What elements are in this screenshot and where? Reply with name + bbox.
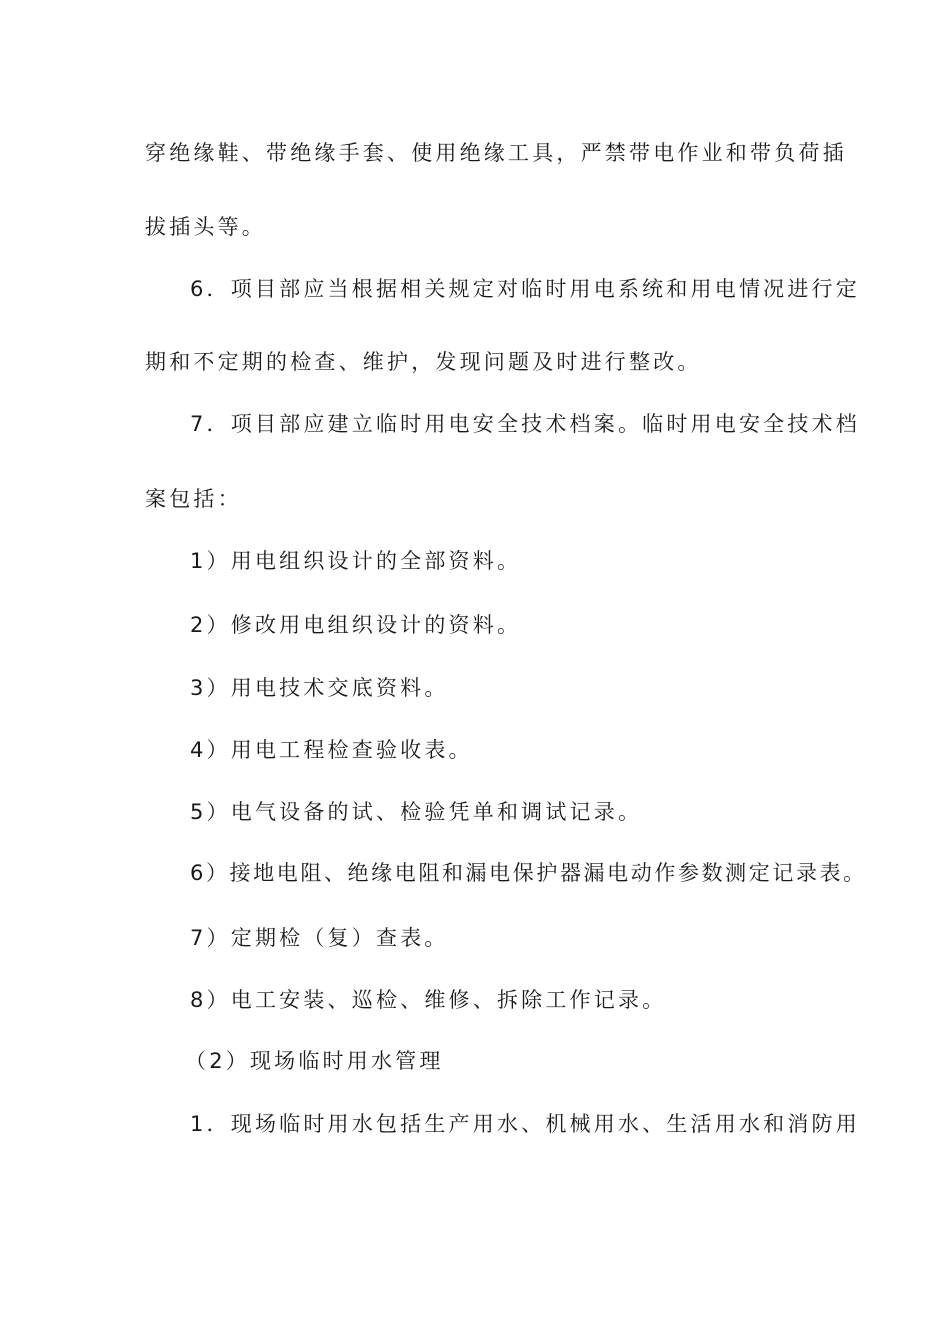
paragraph-line: 6．项目部应当根据相关规定对临时用电系统和用电情况进行定	[190, 277, 860, 301]
list-item: 7）定期检（复）查表。	[190, 926, 449, 950]
list-item: 6）接地电阻、绝缘电阻和漏电保护器漏电动作参数测定记录表。	[190, 861, 867, 885]
list-item: 1）用电组织设计的全部资料。	[190, 549, 522, 573]
paragraph-line: 7．项目部应建立临时用电安全技术档案。临时用电安全技术档	[190, 412, 860, 436]
paragraph-line: 穿绝缘鞋、带绝缘手套、使用绝缘工具，严禁带电作业和带负荷插	[145, 141, 847, 165]
paragraph-line: 拔插头等。	[145, 215, 266, 239]
list-item: 5）电气设备的试、检验凭单和调试记录。	[190, 800, 643, 824]
section-heading: （2）现场临时用水管理	[185, 1049, 444, 1073]
list-item: 2）修改用电组织设计的资料。	[190, 613, 522, 637]
list-item: 8）电工安装、巡检、维修、拆除工作记录。	[190, 988, 667, 1012]
list-item: 3）用电技术交底资料。	[190, 676, 449, 700]
paragraph-line: 案包括：	[145, 487, 242, 511]
paragraph-line: 1．现场临时用水包括生产用水、机械用水、生活用水和消防用	[190, 1112, 860, 1136]
list-item: 4）用电工程检查验收表。	[190, 738, 473, 762]
paragraph-line: 期和不定期的检查、维护，发现问题及时进行整改。	[145, 350, 702, 374]
